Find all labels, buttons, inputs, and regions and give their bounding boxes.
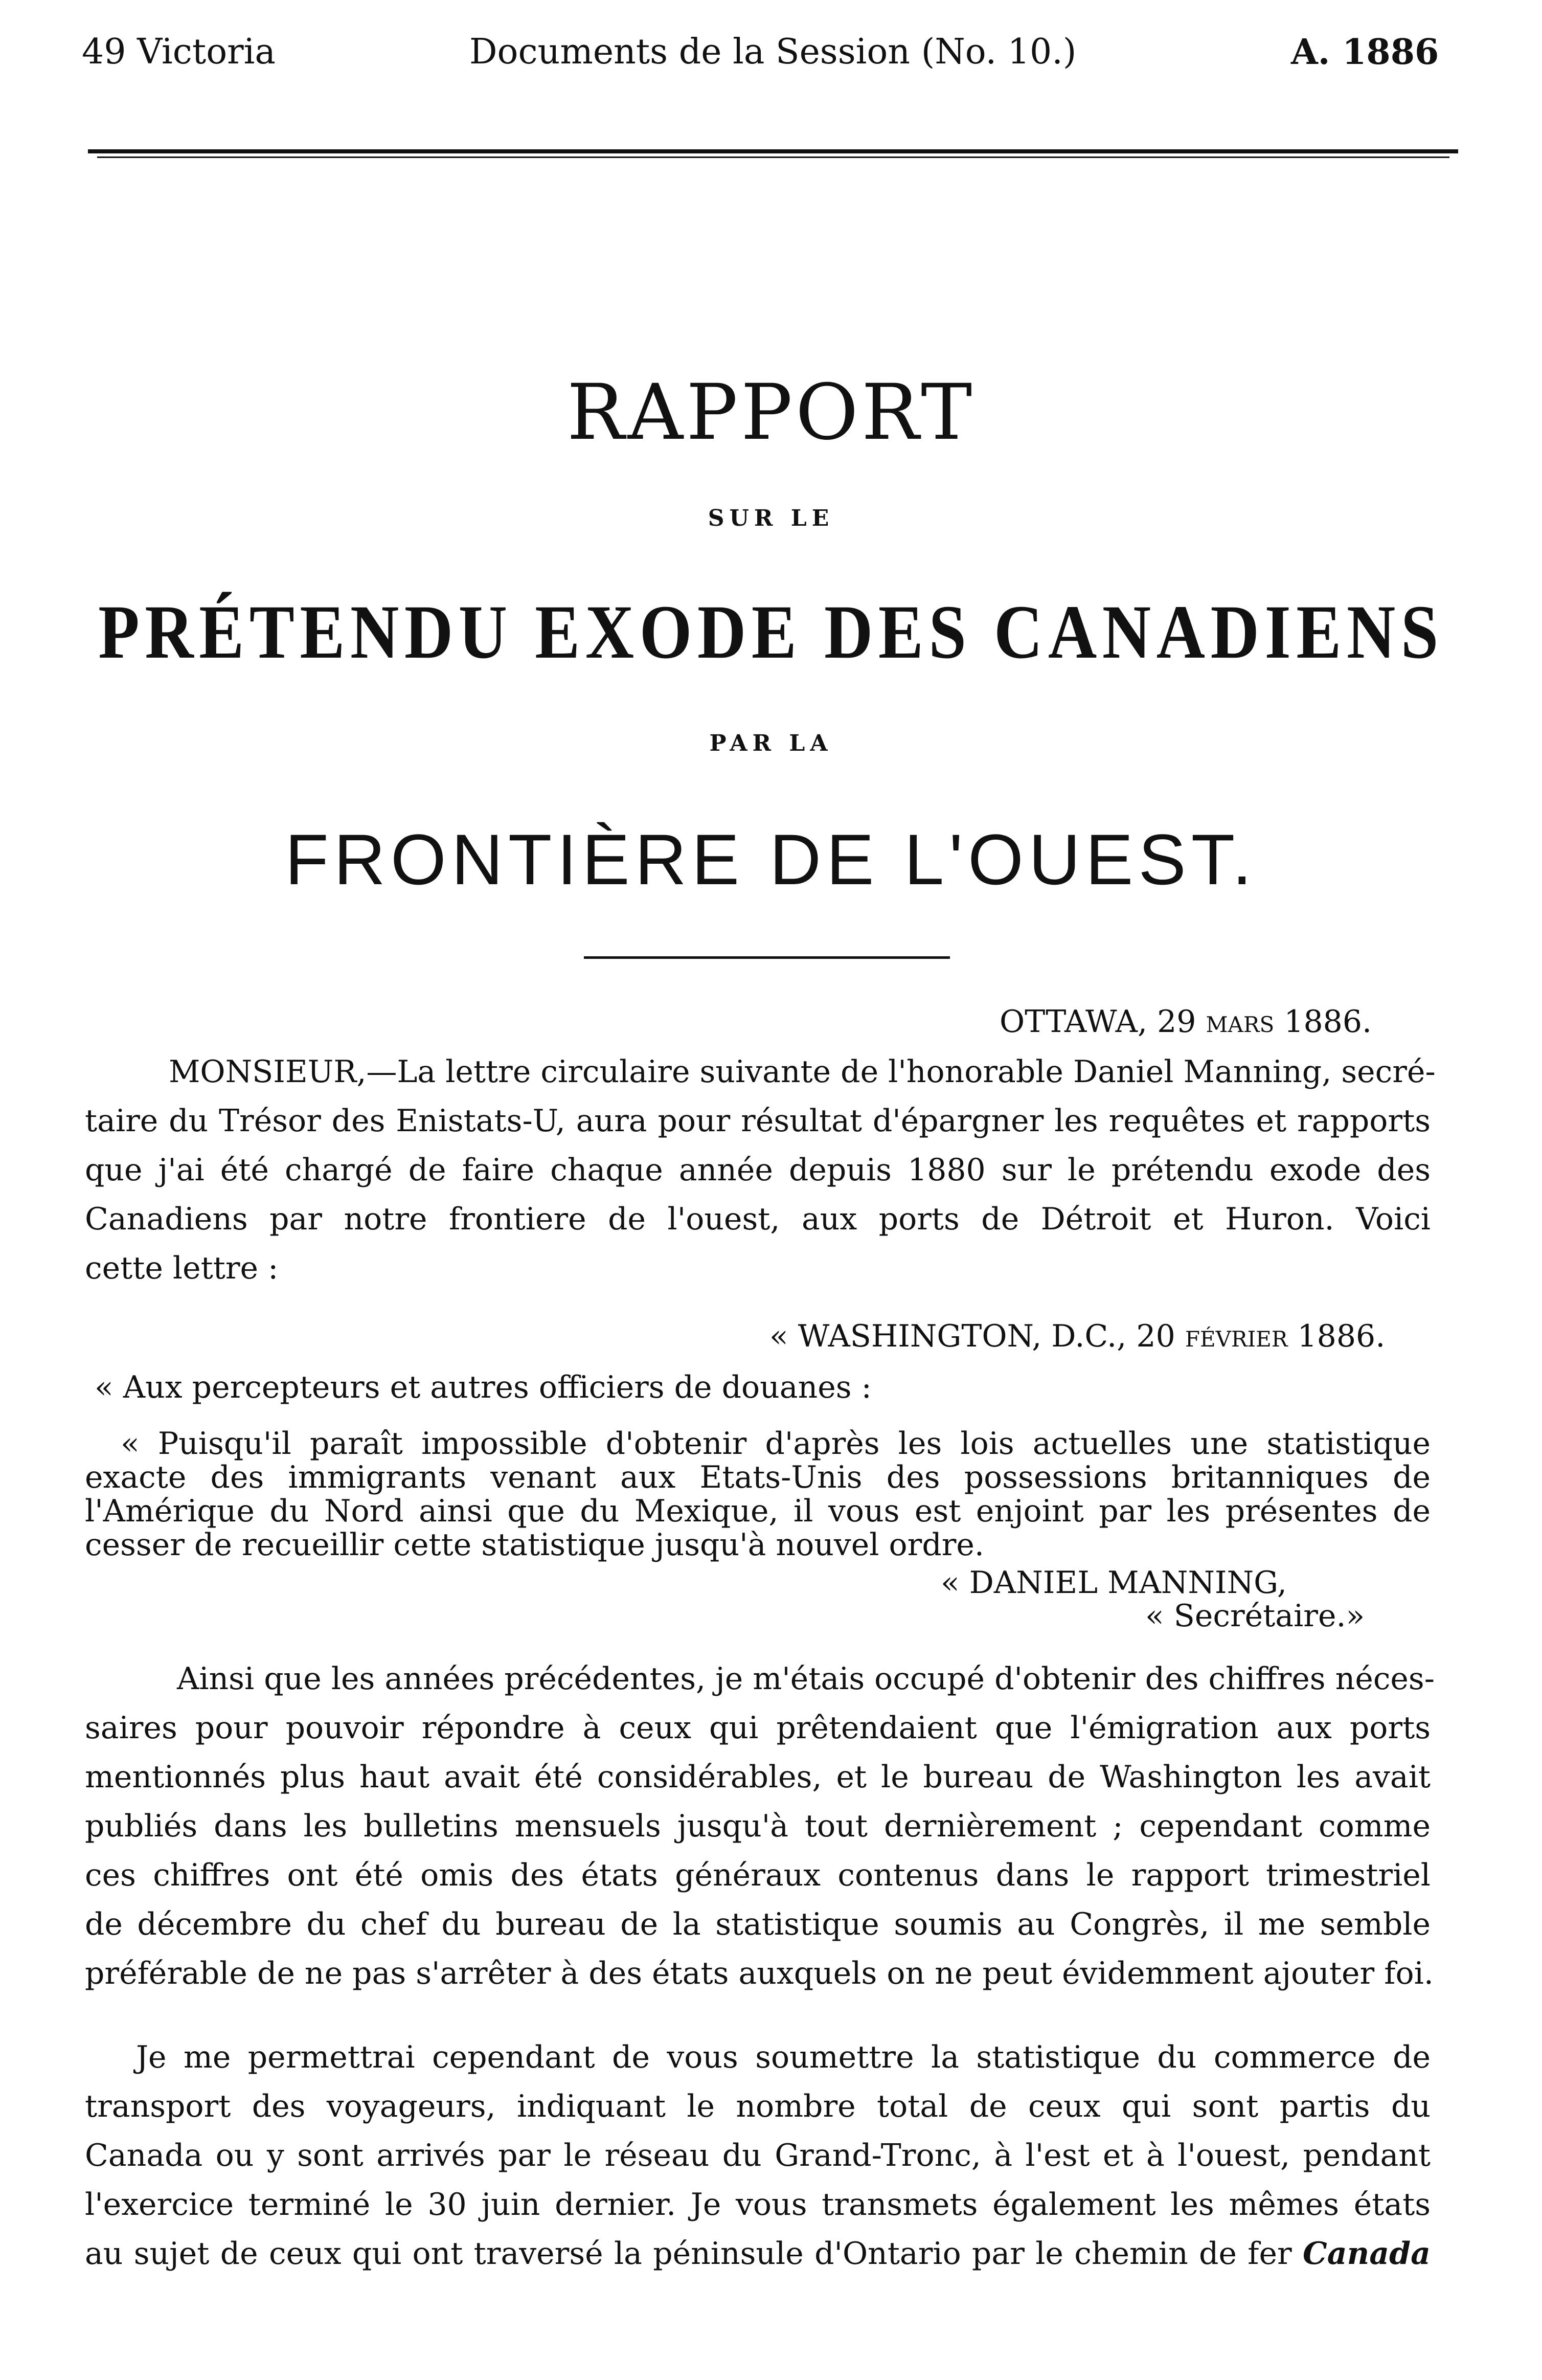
quoted-body [85, 1427, 1431, 1562]
paragraph-2-line-1: Je me permettrai cependant de vous soumettre la statistique du commerce de [136, 2039, 1431, 2075]
quoted-line-2: exacte des immigrants venant aux Etats-Unis des possessions britanniques de [85, 1460, 1431, 1495]
paragraph-1-line-7: préférable de ne pas s'arrêter à des états auxquels on ne peut évidemment ajouter foi. [85, 1956, 1434, 1991]
title-frontiere: FRONTIÈRE DE L'OUEST. [285, 819, 1257, 900]
paragraph-2-line-5-text: au sujet de ceux qui ont traversé la péninsule d'Ontario par le chemin de fer [85, 2236, 1292, 2272]
paragraph-1-line-4: publiés dans les bulletins mensuels jusqu'à tout dernièrement ; cependant comme [85, 1808, 1431, 1844]
running-header-center: Documents de la Session (No. 10.) [469, 32, 1077, 72]
paragraph-1-line-5: ces chiffres ont été omis des états généraux contenus dans le rapport trimestriel [85, 1857, 1431, 1893]
running-header-right: A. 1886 [1291, 32, 1439, 73]
body-paragraph-2 [85, 2033, 1431, 2278]
body-paragraph-1 [85, 1654, 1435, 1998]
quoted-line-3: l'Amérique du Nord ainsi que du Mexique, il vous est enjoint par les présentes de [85, 1493, 1431, 1529]
letter-dateline: OTTAWA, 29 mars 1886. [1000, 1004, 1372, 1040]
letter-line-1-text: —La lettre circulaire suivante de l'honorable Daniel Manning, secré- [366, 1054, 1436, 1090]
salutation: MONSIEUR, [169, 1054, 367, 1090]
quoted-signature: « DANIEL MANNING, [941, 1565, 1287, 1601]
paragraph-1-line-2: saires pour pouvoir répondre à ceux qui prêtendaient que l'émigration aux ports [85, 1710, 1431, 1746]
header-rule-thin [97, 156, 1449, 158]
letter-line-2: taire du Trésor des Enistats-U, aura pour résultat d'épargner les requêtes et rapports [85, 1103, 1431, 1139]
quoted-line-1: « Puisqu'il paraît impossible d'obtenir d'après les lois actuelles une statistique [121, 1426, 1431, 1462]
paragraph-2-italic-word: Canada [1303, 2236, 1431, 2272]
title-par-la: PAR LA [709, 730, 833, 756]
paragraph-2-line-3: Canada ou y sont arrivés par le réseau du Grand-Tronc, à l'est et à l'ouest, pendant [85, 2138, 1431, 2173]
paragraph-2-line-5 [85, 2229, 1431, 2278]
quoted-dateline: « WASHINGTON, D.C., 20 février 1886. [769, 1318, 1386, 1354]
letter-paragraph-continued [85, 1096, 1431, 1293]
letter-line-4: Canadiens par notre frontiere de l'ouest, aux ports de Détroit et Huron. Voici [85, 1201, 1431, 1237]
paragraph-1-line-1: Ainsi que les années précédentes, je m'étais occupé d'obtenir des chiffres néces- [177, 1661, 1435, 1697]
title-main: PRÉTENDU EXODE DES CANADIENS [98, 590, 1444, 675]
quoted-line-4: cesser de recueillir cette statistique jusqu'à nouvel ordre. [85, 1527, 984, 1563]
letter-line-5: cette lettre : [85, 1250, 279, 1286]
letter-line-3: que j'ai été chargé de faire chaque année depuis 1880 sur le prétendu exode des [85, 1152, 1431, 1188]
paragraph-2-line-2: transport des voyageurs, indiquant le nombre total de ceux qui sont partis du [85, 2089, 1431, 2124]
running-header-left: 49 Victoria [82, 32, 276, 72]
quoted-address: « Aux percepteurs et autres officiers de douanes : [95, 1369, 872, 1405]
title-rapport: RAPPORT [566, 368, 976, 457]
letter-line-1 [169, 1047, 1436, 1096]
title-separator-rule [584, 956, 950, 959]
paragraph-2-line-4: l'exercice terminé le 30 juin dernier. Je vous transmets également les mêmes états [85, 2187, 1431, 2222]
quoted-signature-title: « Secrétaire.» [1145, 1598, 1365, 1634]
paragraph-1-line-3: mentionnés plus haut avait été considérables, et le bureau de Washington les avait [85, 1759, 1431, 1795]
paragraph-1-line-6: de décembre du chef du bureau de la statistique soumis au Congrès, il me semble [85, 1906, 1431, 1942]
letter-paragraph [169, 1047, 1436, 1096]
title-sur-le: SUR LE [708, 505, 834, 531]
header-rule [88, 149, 1458, 153]
